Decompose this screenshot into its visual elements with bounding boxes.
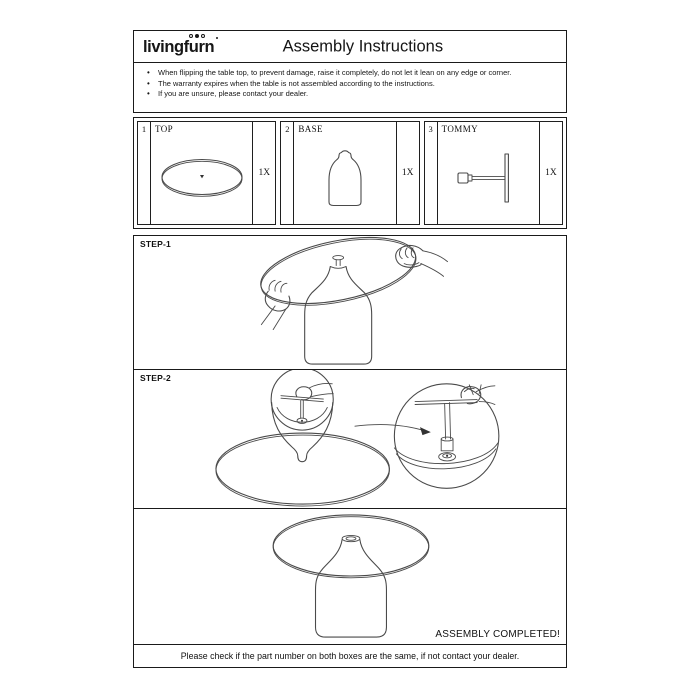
table-top-icon (154, 152, 250, 204)
assembled-table-illustration (134, 509, 566, 644)
tighten-bolt-from-underside-illustration (134, 370, 566, 509)
page-title: Assembly Instructions (282, 37, 444, 55)
step-2-panel (133, 369, 567, 510)
notes-list (145, 68, 560, 100)
right-hand-drawing (396, 245, 448, 276)
part-number: 2 (281, 122, 294, 224)
header (133, 30, 567, 63)
part-quantity: 1X (539, 122, 562, 224)
part-panel-top (137, 121, 276, 225)
completed-panel (133, 508, 567, 645)
step-2-label: STEP-2 (140, 372, 171, 383)
safety-notes (133, 62, 567, 113)
footer-note: Please check if the part number on both boxes are the same, if not contact your dealer. (133, 644, 567, 669)
part-quantity: 1X (252, 122, 275, 224)
brand-logo (143, 38, 214, 57)
part-name: TOMMY (441, 124, 478, 134)
left-hand-drawing (261, 280, 290, 329)
part-panel-base (280, 121, 419, 225)
step-1-panel (133, 235, 567, 370)
tommy-bar-tool-icon (455, 150, 521, 206)
trademark-dot-icon (216, 37, 218, 39)
note-item: • The warranty expires when the table is not assembled according to the instructions. (145, 79, 560, 90)
part-name: BASE (298, 124, 323, 134)
bottle-base-icon (320, 147, 370, 209)
part-panel-tommy (424, 121, 563, 225)
detail-circle-drawing (394, 383, 498, 487)
logo-dots-icon (189, 34, 205, 38)
step-1-label: STEP-1 (140, 239, 171, 249)
brand-logo-text: livingfurn (143, 38, 215, 56)
note-item: • If you are unsure, please contact your dealer. (145, 89, 560, 100)
detail-arrow (355, 424, 426, 431)
part-quantity: 1X (396, 122, 419, 224)
assembly-completed-label: ASSEMBLY COMPLETED! (435, 629, 560, 640)
part-number: 3 (425, 122, 438, 224)
part-number: 1 (138, 122, 151, 224)
part-name: TOP (155, 124, 174, 134)
parts-list (133, 117, 567, 229)
note-item: • When flipping the table top, to prevent damage, raise it completely, do not let it lean on any edge or corner. (145, 68, 560, 79)
place-top-on-base-illustration (134, 236, 566, 369)
